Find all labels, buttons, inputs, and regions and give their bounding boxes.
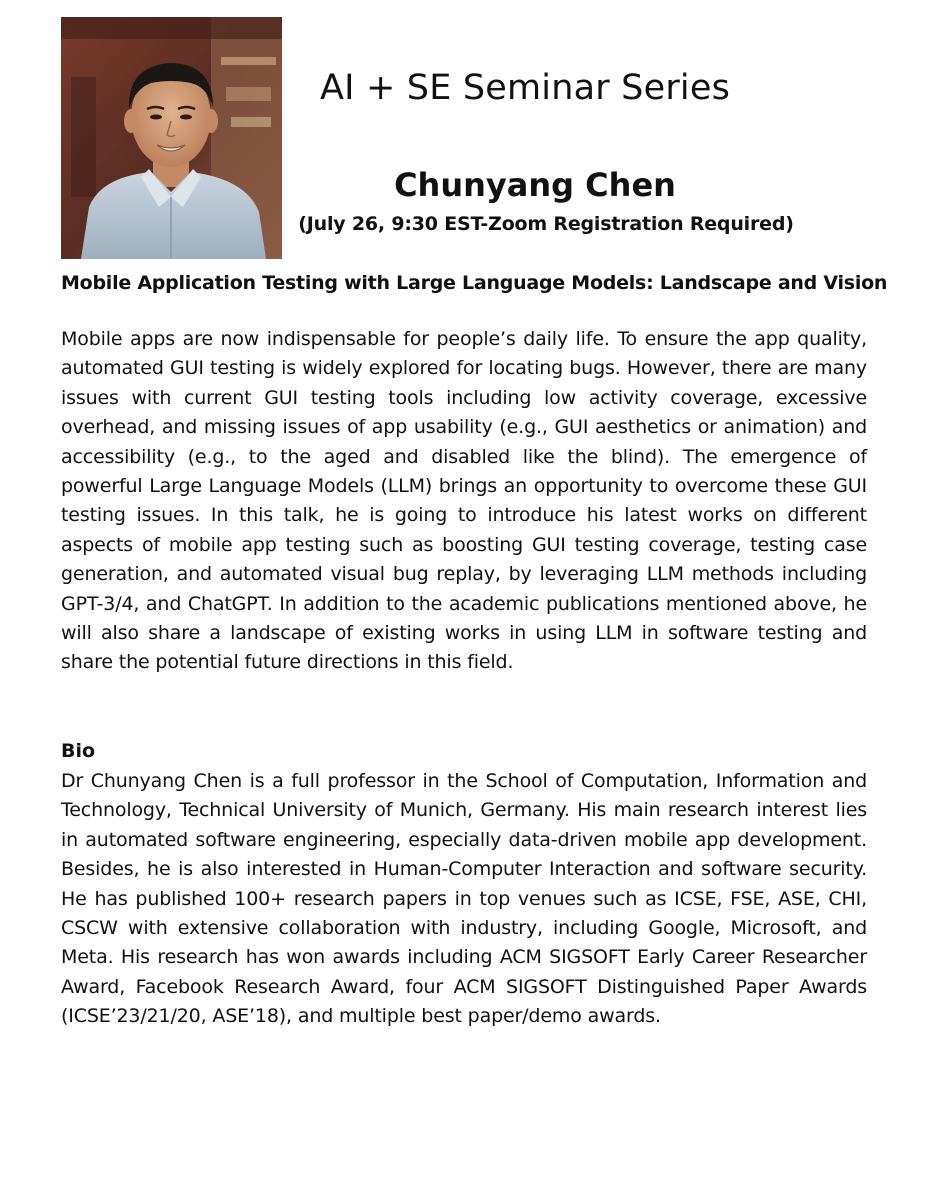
speaker-name: Chunyang Chen (394, 166, 676, 204)
event-info: (July 26, 9:30 EST-Zoom Registration Required) (298, 213, 794, 235)
bio-text: Dr Chunyang Chen is a full professor in the School of Computation, Information and Technology, Technical University of Munich, Germany. His main research interest lies in automated software engineering, especially data-driven mobile app development. Besides, he is also interested in Human-Computer Interaction and software security. He has published 100+ research papers in top venues such as ICSE, FSE, ASE, CHI, CSCW with extensive collaboration with industry, including Google, Microsoft, and Meta. His research has won awards including ACM SIGSOFT Early Career Researcher Award, Facebook Research Award, four ACM SIGSOFT Distinguished Paper Awards (ICSE’23/21/20, ASE’18), and multiple best paper/demo awards. (61, 770, 867, 1028)
bio-heading: Bio (61, 740, 96, 762)
speaker-portrait-image (61, 17, 282, 259)
speaker-photo (61, 17, 282, 259)
talk-abstract: Mobile apps are now indispensable for people’s daily life. To ensure the app quality, automated GUI testing is widely explored for locating bugs. However, there are many issues with current GUI testing tools including low activity coverage, excessive overhead, and missing issues of app usability (e.g., GUI aesthetics or animation) and accessibility (e.g., to the aged and disabled like the blind). The emergence of powerful Large Language Models (LLM) brings an opportunity to overcome these GUI testing issues. In this talk, he is going to introduce his latest works on different aspects of mobile app testing such as boosting GUI testing coverage, testing case generation, and automated visual bug replay, by leveraging LLM methods including GPT-3/4, and ChatGPT. In addition to the academic publications mentioned above, he will also share a landscape of existing works in using LLM in software testing and share the potential future directions in this field. (61, 328, 867, 674)
series-title: AI + SE Seminar Series (319, 68, 731, 108)
talk-title: Mobile Application Testing with Large Language Models: Landscape and Vision (61, 272, 888, 294)
